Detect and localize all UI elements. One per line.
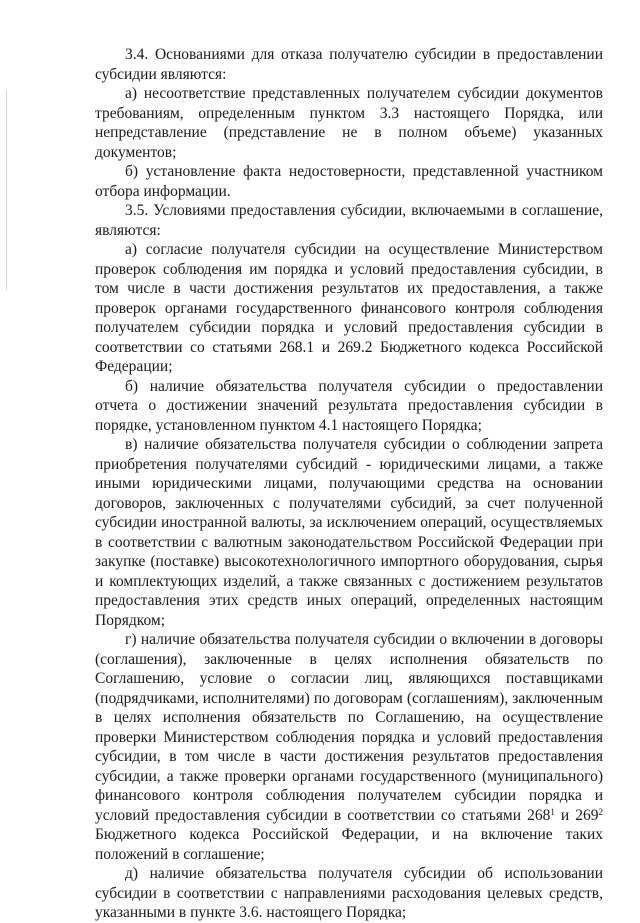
clause-3-5-g-text-mid: и 269 [554,806,599,824]
clause-3-5-g [95,630,603,864]
clause-3-5-g-text: г) наличие обязательства получателя субсидии о включении в договоры (соглашения), заключенные в целях исполнения обязательств по Соглашению, условие о согласии лиц, являющихся поставщиками (подрядчиками, исполнителями) по договорам (соглашениям), заключенным в целях исполнения обязательств по Соглашению, на осуществление проверки Министерством соблюдения порядка и условий предоставления субсидии, в том числе в части достижения результатов предоставления субсидии, а также проверки органами государственного (муниципального) финансового контроля соблюдения получателем субсидии порядка и условий предоставления субсидии в соответствии со статьями 268 [95,631,603,824]
clause-3-5-b: б) наличие обязательства получателя субсидии о предоставлении отчета о достижении значений результата предоставления субсидии в порядке, установленном пунктом 4.1 настоящего Порядка; [95,377,603,434]
document-body [95,45,603,923]
clause-3-4: 3.4. Основаниями для отказа получателю субсидии в предоставлении субсидии являются: [95,46,603,83]
article-269-superscript: 2 [598,806,604,817]
clause-3-5-v: в) наличие обязательства получателя субсидии о соблюдении запрета приобретения получателями субсидий - юридическими лицами, а также иными юридическими лицами, получающими средства на основании договоров, заключенных с получателями субсидий, за счет полученной субсидии иностранной валюты, за исключением операций, осуществляемых в соответствии с валютным законодательством Российской Федерации при закупке (поставке) высокотехнологичного импортного оборудования, сырья и комплектующих изделий, а также связанных с достижением результатов предоставления этих средств иных операций, определенных настоящим Порядком; [95,436,603,629]
article-268-superscript: 1 [550,806,555,817]
clause-3-5-d: д) наличие обязательства получателя субсидии об использовании субсидии в соответствии с направлениями расходования целевых средств, указанными в пункте 3.6. настоящего Порядка; [95,865,603,921]
scan-margin-line [6,90,7,290]
clause-3-4-b: б) установление факта недостоверности, представленной участником отбора информации. [95,163,603,200]
clause-3-5: 3.5. Условиями предоставления субсидии, включаемыми в соглашение, являются: [95,202,603,239]
clause-3-5-g-text-end: Бюджетного кодекса Российской Федерации, и на включение таких положений в соглашение; [95,826,603,863]
clause-3-4-a: а) несоответствие представленных получателем субсидии документов требованиям, определенным пунктом 3.3 настоящего Порядка, или непредставление (представление не в полном объеме) указанных документов; [95,85,603,161]
clause-3-5-a: а) согласие получателя субсидии на осуществление Министерством проверок соблюдения им порядка и условий предоставления субсидии, в том числе в части достижения результатов их предоставления, а также проверок органами государственного финансового контроля соблюдения получателем субсидии порядка и условий предоставления субсидии в соответствии со статьями 268.1 и 269.2 Бюджетного кодекса Российской Федерации; [95,241,603,375]
